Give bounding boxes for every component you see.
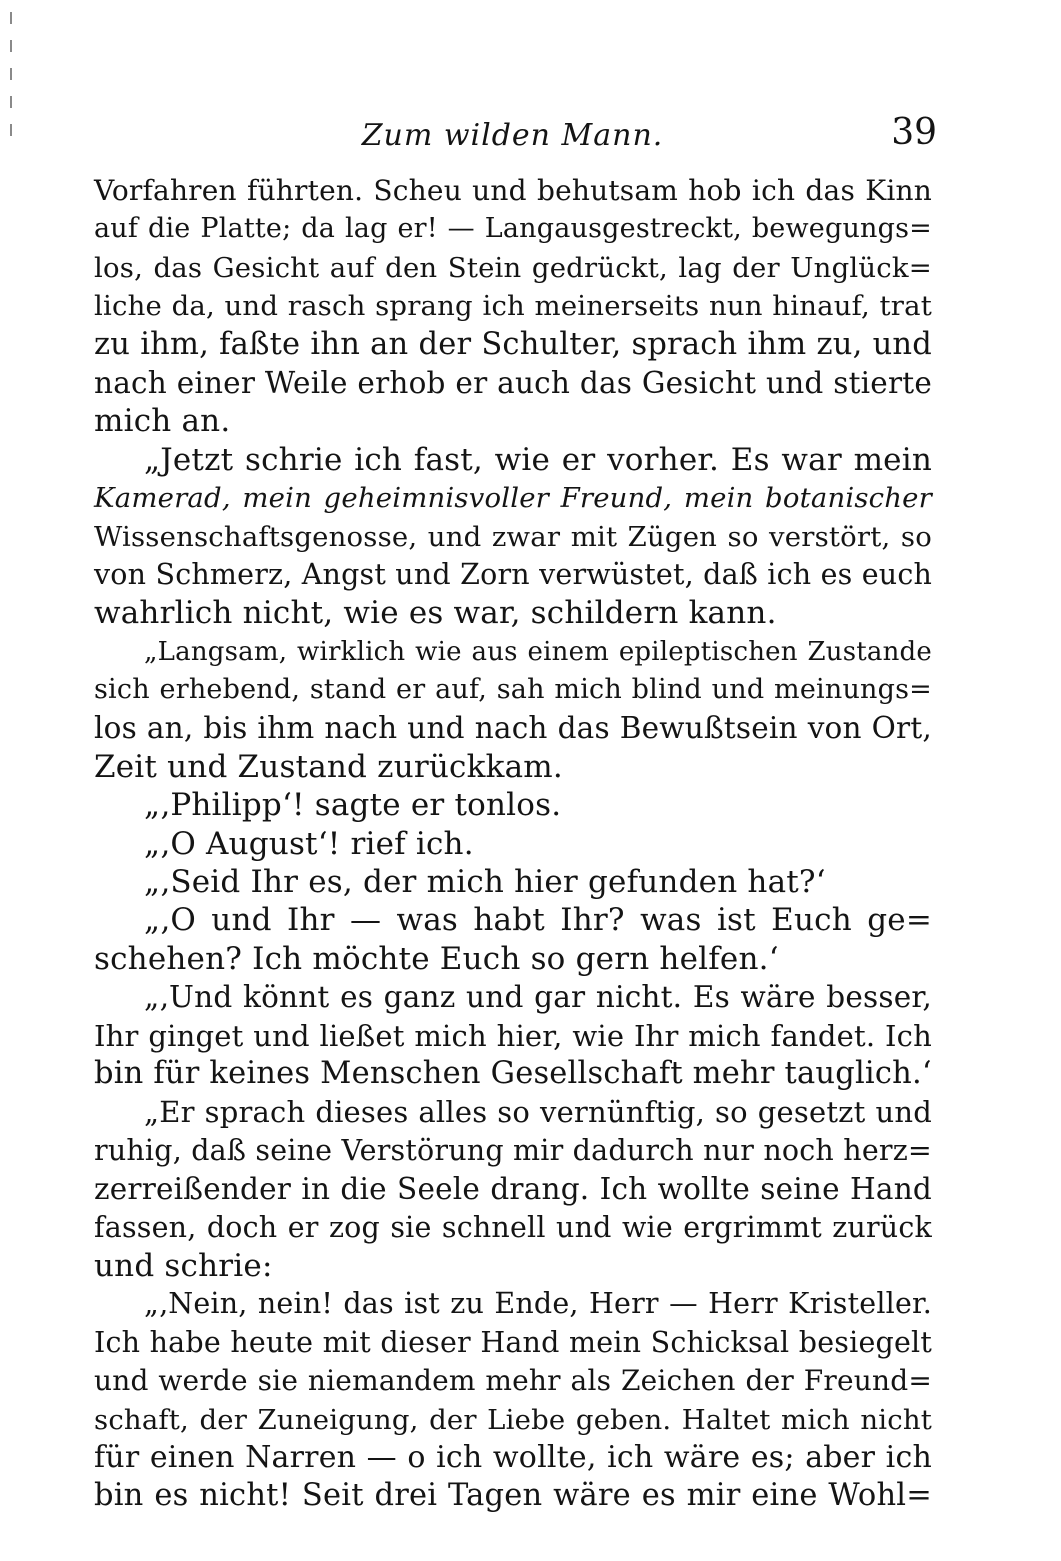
text-line: auf die Platte; da lag er! — Langausgestreckt, bewegungs= bbox=[94, 213, 932, 245]
text-line: und schrie: bbox=[94, 1247, 273, 1284]
text-line: Zeit und Zustand zurückkam. bbox=[94, 748, 563, 785]
text-line: „‚O und Ihr — was habt Ihr? was ist Euch ge= bbox=[144, 902, 932, 939]
text-line: zerreißender in die Seele drang. Ich wollte seine Hand bbox=[94, 1172, 932, 1207]
text-line: „‚Nein, nein! das ist zu Ende, Herr — Herr Kristeller. bbox=[144, 1287, 932, 1321]
text-line: liche da, und rasch sprang ich meinerseits nun hinauf, trat bbox=[94, 290, 932, 323]
text-line: „Langsam, wirklich wie aus einem epileptischen Zustande bbox=[144, 636, 932, 667]
text-line: mich an. bbox=[94, 403, 231, 440]
text-line: wahrlich nicht, wie es war, schildern kann. bbox=[94, 595, 777, 632]
text-line: „‚Seid Ihr es, der mich hier gefunden hat?‘ bbox=[144, 864, 826, 901]
text-line: Ich habe heute mit dieser Hand mein Schicksal besiegelt bbox=[94, 1325, 932, 1359]
text-line: Ihr ginget und ließet mich hier, wie Ihr mich fandet. Ich bbox=[94, 1018, 932, 1053]
text-line: Vorfahren führten. Scheu und behutsam hob ich das Kinn bbox=[94, 174, 932, 207]
text-line: zu ihm, faßte ihn an der Schulter, sprach ihm zu, und bbox=[94, 326, 932, 362]
text-line: für einen Narren — o ich wollte, ich wäre es; aber ich bbox=[94, 1439, 932, 1475]
text-line: ruhig, daß seine Verstörung mir dadurch nur noch herz= bbox=[94, 1133, 932, 1167]
running-head bbox=[94, 112, 937, 153]
page-number: 39 bbox=[891, 112, 937, 153]
text-line: los an, bis ihm nach und nach das Bewußtsein von Ort, bbox=[94, 711, 932, 746]
margin-scan-marks bbox=[10, 0, 18, 160]
text-line: Kamerad, mein geheimnisvoller Freund, mein botanischer bbox=[94, 482, 932, 515]
text-line: nach einer Weile erhob er auch das Gesicht und stierte bbox=[94, 365, 932, 400]
text-line: von Schmerz, Angst und Zorn verwüstet, daß ich es euch bbox=[94, 557, 933, 591]
text-line: bin für keines Menschen Gesellschaft mehr tauglich.‘ bbox=[94, 1055, 932, 1091]
text-line: schaft, der Zuneigung, der Liebe geben. Haltet mich nicht bbox=[94, 1403, 932, 1436]
text-line: fassen, doch er zog sie schnell und wie ergrimmt zurück bbox=[94, 1210, 932, 1244]
text-line: „Er sprach dieses alles so vernünftig, so gesetzt und bbox=[144, 1095, 932, 1130]
text-line: bin es nicht! Seit drei Tagen wäre es mir eine Wohl= bbox=[94, 1478, 932, 1514]
text-line: los, das Gesicht auf den Stein gedrückt, lag der Unglück= bbox=[94, 251, 932, 284]
text-line: „‚O August‘! rief ich. bbox=[144, 825, 474, 862]
text-line: „Jetzt schrie ich fast, wie er vorher. Es war mein bbox=[144, 441, 932, 478]
text-line: Wissenschaftsgenosse, und zwar mit Zügen so verstört, so bbox=[94, 520, 932, 553]
text-line: und werde sie niemandem mehr als Zeichen der Freund= bbox=[94, 1364, 932, 1398]
body-text bbox=[94, 172, 932, 1516]
text-line: „‚Philipp‘! sagte er tonlos. bbox=[144, 787, 562, 824]
text-line: sich erhebend, stand er auf, sah mich blind und meinungs= bbox=[94, 674, 932, 706]
text-line: schehen? Ich möchte Euch so gern helfen.‘ bbox=[94, 940, 779, 977]
text-line: „‚Und könnt es ganz und gar nicht. Es wäre besser, bbox=[144, 980, 932, 1015]
running-title: Zum wilden Mann. bbox=[361, 118, 664, 153]
